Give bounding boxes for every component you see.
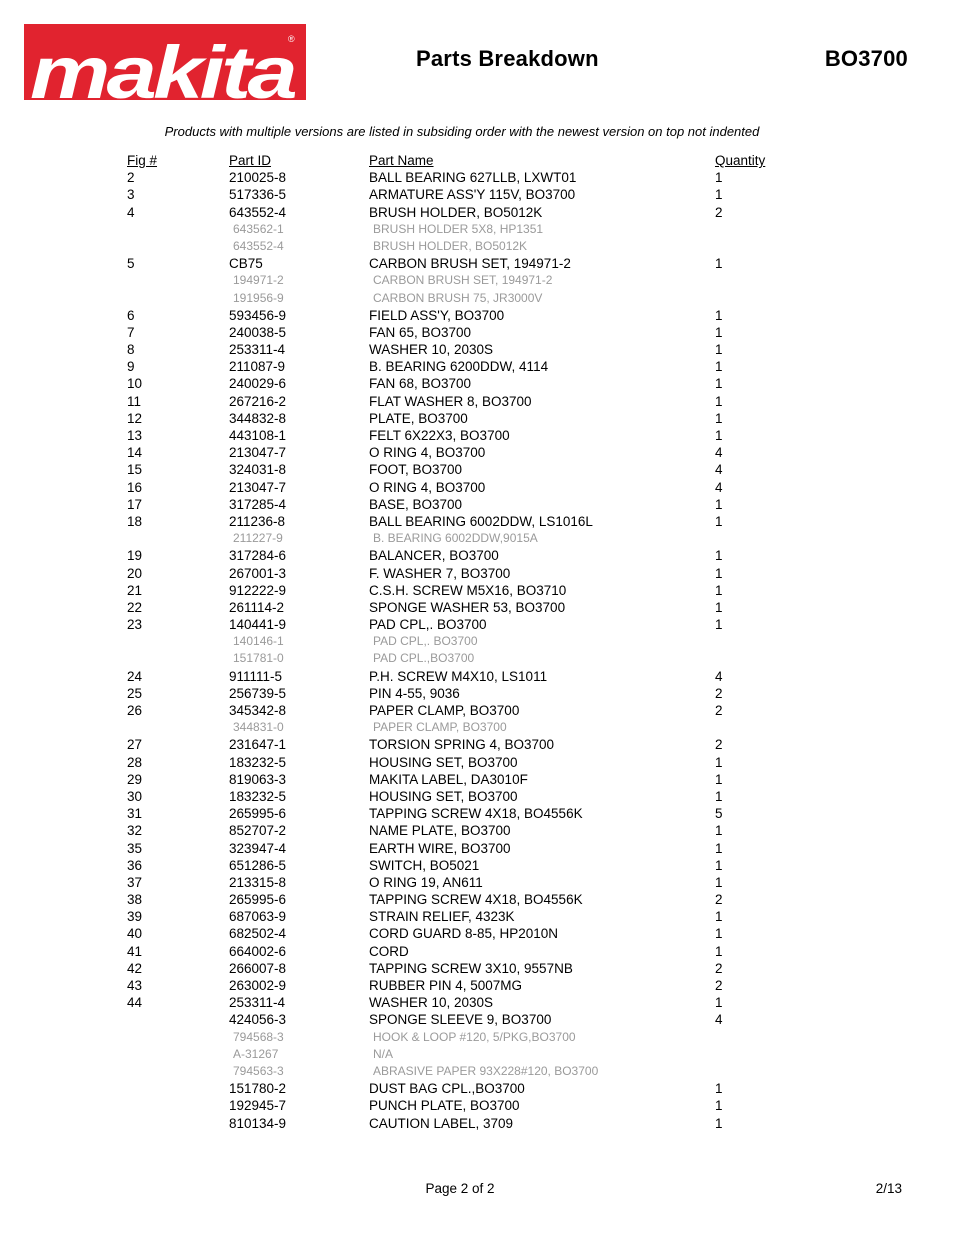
fig-number: 6 xyxy=(127,307,135,323)
quantity: 1 xyxy=(715,943,723,959)
header-part-name: Part Name xyxy=(369,153,434,168)
part-id: 213047-7 xyxy=(229,479,287,495)
part-name: NAME PLATE, BO3700 xyxy=(369,823,511,839)
parts-table xyxy=(0,152,954,1132)
part-name: FAN 65, BO3700 xyxy=(369,324,472,340)
alternate-part-row xyxy=(0,633,954,650)
quantity: 1 xyxy=(715,496,723,512)
part-id: 345342-8 xyxy=(229,703,287,718)
part-id: 265995-6 xyxy=(229,892,287,908)
part-id: 593456-9 xyxy=(229,307,287,323)
quantity: 1 xyxy=(715,513,723,529)
part-name: PAD CPL.,BO3700 xyxy=(373,651,475,666)
part-id: 267001-3 xyxy=(229,565,287,581)
quantity: 2 xyxy=(715,204,723,220)
part-id: 344832-8 xyxy=(229,410,287,426)
quantity: 1 xyxy=(715,788,723,804)
part-id: 810134-9 xyxy=(229,1115,287,1131)
quantity: 1 xyxy=(715,599,723,615)
table-row xyxy=(0,513,954,530)
part-id: 517336-5 xyxy=(229,187,287,203)
quantity: 1 xyxy=(715,840,723,856)
part-id: 253311-4 xyxy=(229,995,286,1011)
table-row xyxy=(0,994,954,1011)
part-id: 213315-8 xyxy=(229,874,287,890)
part-name: PAPER CLAMP, BO3700 xyxy=(373,720,507,735)
part-id: 211236-8 xyxy=(229,513,286,529)
table-row xyxy=(0,1115,954,1132)
part-name: WASHER 10, 2030S xyxy=(369,342,494,358)
part-id: 256739-5 xyxy=(229,685,287,701)
quantity: 4 xyxy=(715,668,723,684)
part-id: 324031-8 xyxy=(229,462,287,478)
part-id: 194971-2 xyxy=(233,273,284,288)
part-name: FLAT WASHER 8, BO3700 xyxy=(369,393,532,409)
quantity: 1 xyxy=(715,582,723,598)
fig-number: 4 xyxy=(127,204,135,220)
part-name: BALL BEARING 627LLB, LXWT01 xyxy=(369,170,577,186)
table-row xyxy=(0,186,954,203)
table-row xyxy=(0,599,954,616)
fig-number: 30 xyxy=(127,788,143,804)
part-name: CORD GUARD 8-85, HP2010N xyxy=(369,926,559,942)
part-name: BRUSH HOLDER, BO5012K xyxy=(373,238,528,253)
alternate-part-row xyxy=(0,530,954,547)
table-row xyxy=(0,960,954,977)
header-fig: Fig # xyxy=(127,153,158,168)
part-id: A-31267 xyxy=(233,1046,279,1061)
table-row xyxy=(0,496,954,513)
quantity: 4 xyxy=(715,462,723,478)
quantity: 1 xyxy=(715,170,723,186)
part-name: PLATE, BO3700 xyxy=(369,410,468,426)
part-name: BASE, BO3700 xyxy=(369,496,463,512)
quantity: 1 xyxy=(715,187,723,203)
quantity: 1 xyxy=(715,342,723,358)
quantity: 5 xyxy=(715,806,723,822)
fig-number: 17 xyxy=(127,496,143,512)
quantity: 1 xyxy=(715,307,723,323)
quantity: 2 xyxy=(715,960,723,976)
table-row xyxy=(0,341,954,358)
quantity: 1 xyxy=(715,565,723,581)
table-row xyxy=(0,754,954,771)
part-id: 267216-2 xyxy=(229,393,287,409)
fig-number: 39 xyxy=(127,909,143,925)
alternate-part-row xyxy=(0,650,954,667)
part-name: BALL BEARING 6002DDW, LS1016L xyxy=(369,513,593,529)
part-id: 211227-9 xyxy=(233,531,283,546)
part-name: FOOT, BO3700 xyxy=(369,462,463,478)
makita-logo xyxy=(24,24,306,100)
part-name: PIN 4-55, 9036 xyxy=(369,685,460,701)
quantity: 1 xyxy=(715,771,723,787)
part-name: WASHER 10, 2030S xyxy=(369,995,494,1011)
part-id: 443108-1 xyxy=(229,428,287,443)
fig-number: 5 xyxy=(127,256,135,272)
part-id: 912222-9 xyxy=(229,582,287,598)
part-name: CARBON BRUSH 75, JR3000V xyxy=(373,290,543,305)
fig-number: 36 xyxy=(127,857,143,873)
fig-number: 44 xyxy=(127,995,143,1011)
part-id: 852707-2 xyxy=(229,823,287,839)
page-number: Page 2 of 2 xyxy=(425,1181,495,1196)
fig-number: 20 xyxy=(127,565,143,581)
part-id: 253311-4 xyxy=(229,342,286,358)
fig-number: 29 xyxy=(127,771,143,787)
part-id: 261114-2 xyxy=(229,599,285,615)
quantity: 1 xyxy=(715,428,723,443)
fig-number: 21 xyxy=(127,582,143,598)
table-row xyxy=(0,375,954,392)
part-name: B. BEARING 6002DDW,9015A xyxy=(373,531,538,546)
part-name: C.S.H. SCREW M5X16, BO3710 xyxy=(369,582,567,598)
part-id: 664002-6 xyxy=(229,943,287,959)
part-id: 911111-5 xyxy=(229,668,283,684)
table-row xyxy=(0,616,954,633)
table-row xyxy=(0,788,954,805)
part-id: 240038-5 xyxy=(229,324,287,340)
part-id: 643562-1 xyxy=(233,221,284,236)
part-name: P.H. SCREW M4X10, LS1011 xyxy=(369,668,548,684)
table-row xyxy=(0,771,954,788)
fig-number: 24 xyxy=(127,668,143,684)
fig-number: 16 xyxy=(127,479,143,495)
quantity: 2 xyxy=(715,892,723,908)
part-name: FAN 68, BO3700 xyxy=(369,376,472,392)
part-name: PAPER CLAMP, BO3700 xyxy=(369,703,520,718)
quantity: 1 xyxy=(715,823,723,839)
fig-number: 10 xyxy=(127,376,143,392)
part-name: F. WASHER 7, BO3700 xyxy=(369,565,511,581)
part-id: 240029-6 xyxy=(229,376,287,392)
fig-number: 19 xyxy=(127,548,143,564)
table-row xyxy=(0,358,954,375)
fig-number: 2 xyxy=(127,170,135,186)
fig-number: 31 xyxy=(127,806,143,822)
quantity: 1 xyxy=(715,410,723,426)
quantity: 1 xyxy=(715,857,723,873)
part-id: 819063-3 xyxy=(229,771,287,787)
table-row xyxy=(0,840,954,857)
part-id: 140441-9 xyxy=(229,617,287,633)
table-row xyxy=(0,307,954,324)
part-name: FIELD ASS'Y, BO3700 xyxy=(369,307,505,323)
part-name: CARBON BRUSH SET, 194971-2 xyxy=(369,256,571,272)
alternate-part-row xyxy=(0,290,954,307)
part-name: B. BEARING 6200DDW, 4114 xyxy=(369,359,549,375)
part-name: O RING 19, AN611 xyxy=(369,874,483,890)
table-row xyxy=(0,1011,954,1028)
part-id: 317284-6 xyxy=(229,548,287,564)
part-name: ARMATURE ASS'Y 115V, BO3700 xyxy=(369,187,576,203)
svg-text:makita: makita xyxy=(30,31,296,100)
table-row xyxy=(0,582,954,599)
quantity: 2 xyxy=(715,703,723,718)
table-row xyxy=(0,736,954,753)
alternate-part-row xyxy=(0,719,954,736)
table-row xyxy=(0,1080,954,1097)
quantity: 2 xyxy=(715,737,723,753)
table-row xyxy=(0,393,954,410)
part-name: CORD xyxy=(369,943,409,959)
quantity: 1 xyxy=(715,909,723,925)
fig-number: 14 xyxy=(127,445,143,461)
part-id: 263002-9 xyxy=(229,978,287,993)
fig-number: 9 xyxy=(127,359,135,375)
table-row xyxy=(0,324,954,341)
table-row xyxy=(0,908,954,925)
part-name: TAPPING SCREW 4X18, BO4556K xyxy=(369,892,583,908)
part-id: 183232-5 xyxy=(229,754,287,770)
table-row xyxy=(0,891,954,908)
fig-number: 32 xyxy=(127,823,143,839)
quantity: 1 xyxy=(715,548,723,564)
fig-number: 41 xyxy=(127,943,143,959)
table-row xyxy=(0,565,954,582)
quantity: 1 xyxy=(715,1098,723,1114)
part-id: 794563-3 xyxy=(233,1063,284,1078)
part-id: 424056-3 xyxy=(229,1012,287,1028)
fig-number: 28 xyxy=(127,754,143,770)
part-name: BRUSH HOLDER, BO5012K xyxy=(369,204,543,220)
fig-number: 37 xyxy=(127,874,143,890)
part-name: CAUTION LABEL, 3709 xyxy=(369,1115,514,1131)
part-name: O RING 4, BO3700 xyxy=(369,445,486,461)
part-id: 794568-3 xyxy=(233,1029,284,1044)
part-name: TAPPING SCREW 4X18, BO4556K xyxy=(369,806,583,822)
alternate-part-row xyxy=(0,1063,954,1080)
table-row xyxy=(0,547,954,564)
fig-number: 11 xyxy=(127,393,142,409)
quantity: 1 xyxy=(715,376,723,392)
fig-number: 43 xyxy=(127,978,143,993)
part-name: ABRASIVE PAPER 93X228#120, BO3700 xyxy=(373,1063,599,1078)
quantity: 4 xyxy=(715,445,723,461)
part-name: TORSION SPRING 4, BO3700 xyxy=(369,737,555,753)
fig-number: 40 xyxy=(127,926,143,942)
part-id: 323947-4 xyxy=(229,840,287,856)
header-part-id: Part ID xyxy=(229,153,272,168)
part-name: SPONGE WASHER 53, BO3700 xyxy=(369,599,566,615)
alternate-part-row xyxy=(0,272,954,289)
header-quantity: Quantity xyxy=(715,153,766,168)
part-name: CARBON BRUSH SET, 194971-2 xyxy=(373,273,553,288)
alternate-part-row xyxy=(0,1029,954,1046)
part-id: 265995-6 xyxy=(229,806,287,822)
page-title: Parts Breakdown xyxy=(416,46,599,71)
part-name: STRAIN RELIEF, 4323K xyxy=(369,909,515,925)
part-name: BALANCER, BO3700 xyxy=(369,548,499,564)
part-id: 651286-5 xyxy=(229,857,287,873)
table-row xyxy=(0,874,954,891)
table-row xyxy=(0,204,954,221)
svg-text:®: ® xyxy=(288,34,295,44)
table-row xyxy=(0,668,954,685)
part-name: FELT 6X22X3, BO3700 xyxy=(369,428,510,443)
part-name: EARTH WIRE, BO3700 xyxy=(369,840,511,856)
fig-number: 38 xyxy=(127,892,143,908)
fig-number: 27 xyxy=(127,737,143,753)
part-name: PAD CPL,. BO3700 xyxy=(373,634,478,649)
fig-number: 13 xyxy=(127,428,143,443)
part-id: 140146-1 xyxy=(233,634,284,649)
quantity: 1 xyxy=(715,1081,723,1097)
quantity: 1 xyxy=(715,874,723,890)
table-row xyxy=(0,857,954,874)
quantity: 1 xyxy=(715,393,723,409)
table-row xyxy=(0,255,954,272)
versions-note: Products with multiple versions are listed in subsiding order with the newest version on top not indented xyxy=(164,124,760,139)
part-name: TAPPING SCREW 3X10, 9557NB xyxy=(369,960,573,976)
part-name: BRUSH HOLDER 5X8, HP1351 xyxy=(373,221,544,236)
quantity: 1 xyxy=(715,256,723,272)
revision-date: 2/13 xyxy=(875,1181,902,1196)
table-row xyxy=(0,977,954,994)
table-row xyxy=(0,822,954,839)
part-id: 211087-9 xyxy=(229,359,286,375)
fig-number: 26 xyxy=(127,703,143,718)
part-id: 682502-4 xyxy=(229,926,287,942)
quantity: 4 xyxy=(715,1012,723,1028)
part-name: HOUSING SET, BO3700 xyxy=(369,788,518,804)
table-row xyxy=(0,169,954,186)
table-row xyxy=(0,805,954,822)
part-id: 687063-9 xyxy=(229,909,287,925)
part-name: SWITCH, BO5021 xyxy=(369,857,480,873)
fig-number: 12 xyxy=(127,410,143,426)
part-id: 643552-4 xyxy=(229,204,287,220)
quantity: 2 xyxy=(715,978,723,993)
part-id: 210025-8 xyxy=(229,170,287,186)
part-name: PUNCH PLATE, BO3700 xyxy=(369,1098,520,1114)
table-row xyxy=(0,925,954,942)
part-id: 151780-2 xyxy=(229,1081,287,1097)
model-number: BO3700 xyxy=(824,46,908,71)
part-id: 183232-5 xyxy=(229,788,287,804)
fig-number: 35 xyxy=(127,840,143,856)
quantity: 2 xyxy=(715,685,723,701)
fig-number: 15 xyxy=(127,462,143,478)
part-id: 643552-4 xyxy=(233,238,284,253)
alternate-part-row xyxy=(0,238,954,255)
quantity: 1 xyxy=(715,995,723,1011)
alternate-part-row xyxy=(0,221,954,238)
table-row xyxy=(0,479,954,496)
part-id: 344831-0 xyxy=(233,720,284,735)
part-name: HOOK & LOOP #120, 5/PKG,BO3700 xyxy=(373,1029,576,1044)
part-id: 266007-8 xyxy=(229,960,287,976)
part-id: 151781-0 xyxy=(233,651,284,666)
part-id: 192945-7 xyxy=(229,1098,287,1114)
part-name: HOUSING SET, BO3700 xyxy=(369,754,518,770)
quantity: 1 xyxy=(715,926,723,942)
part-name: N/A xyxy=(373,1046,394,1061)
part-id: 231647-1 xyxy=(229,737,287,753)
part-name: RUBBER PIN 4, 5007MG xyxy=(369,978,523,993)
fig-number: 22 xyxy=(127,599,143,615)
part-name: SPONGE SLEEVE 9, BO3700 xyxy=(369,1012,552,1028)
quantity: 1 xyxy=(715,1115,723,1131)
quantity: 1 xyxy=(715,754,723,770)
table-row xyxy=(0,410,954,427)
quantity: 1 xyxy=(715,359,723,375)
table-row xyxy=(0,427,954,444)
part-name: MAKITA LABEL, DA3010F xyxy=(369,771,528,787)
table-row xyxy=(0,461,954,478)
part-name: PAD CPL,. BO3700 xyxy=(369,617,487,633)
quantity: 1 xyxy=(715,324,723,340)
part-id: 191956-9 xyxy=(233,290,284,305)
fig-number: 8 xyxy=(127,342,135,358)
table-row xyxy=(0,444,954,461)
table-row xyxy=(0,685,954,702)
part-id: CB75 xyxy=(229,256,263,272)
table-row xyxy=(0,1097,954,1114)
part-name: O RING 4, BO3700 xyxy=(369,479,486,495)
part-id: 213047-7 xyxy=(229,445,287,461)
fig-number: 3 xyxy=(127,187,135,203)
fig-number: 25 xyxy=(127,685,143,701)
alternate-part-row xyxy=(0,1046,954,1063)
quantity: 4 xyxy=(715,479,723,495)
table-row xyxy=(0,702,954,719)
fig-number: 23 xyxy=(127,617,143,633)
part-name: DUST BAG CPL.,BO3700 xyxy=(369,1081,525,1097)
quantity: 1 xyxy=(715,617,723,633)
fig-number: 7 xyxy=(127,324,135,340)
fig-number: 18 xyxy=(127,513,143,529)
table-row xyxy=(0,943,954,960)
part-id: 317285-4 xyxy=(229,496,287,512)
table-header xyxy=(0,152,954,169)
fig-number: 42 xyxy=(127,960,143,976)
